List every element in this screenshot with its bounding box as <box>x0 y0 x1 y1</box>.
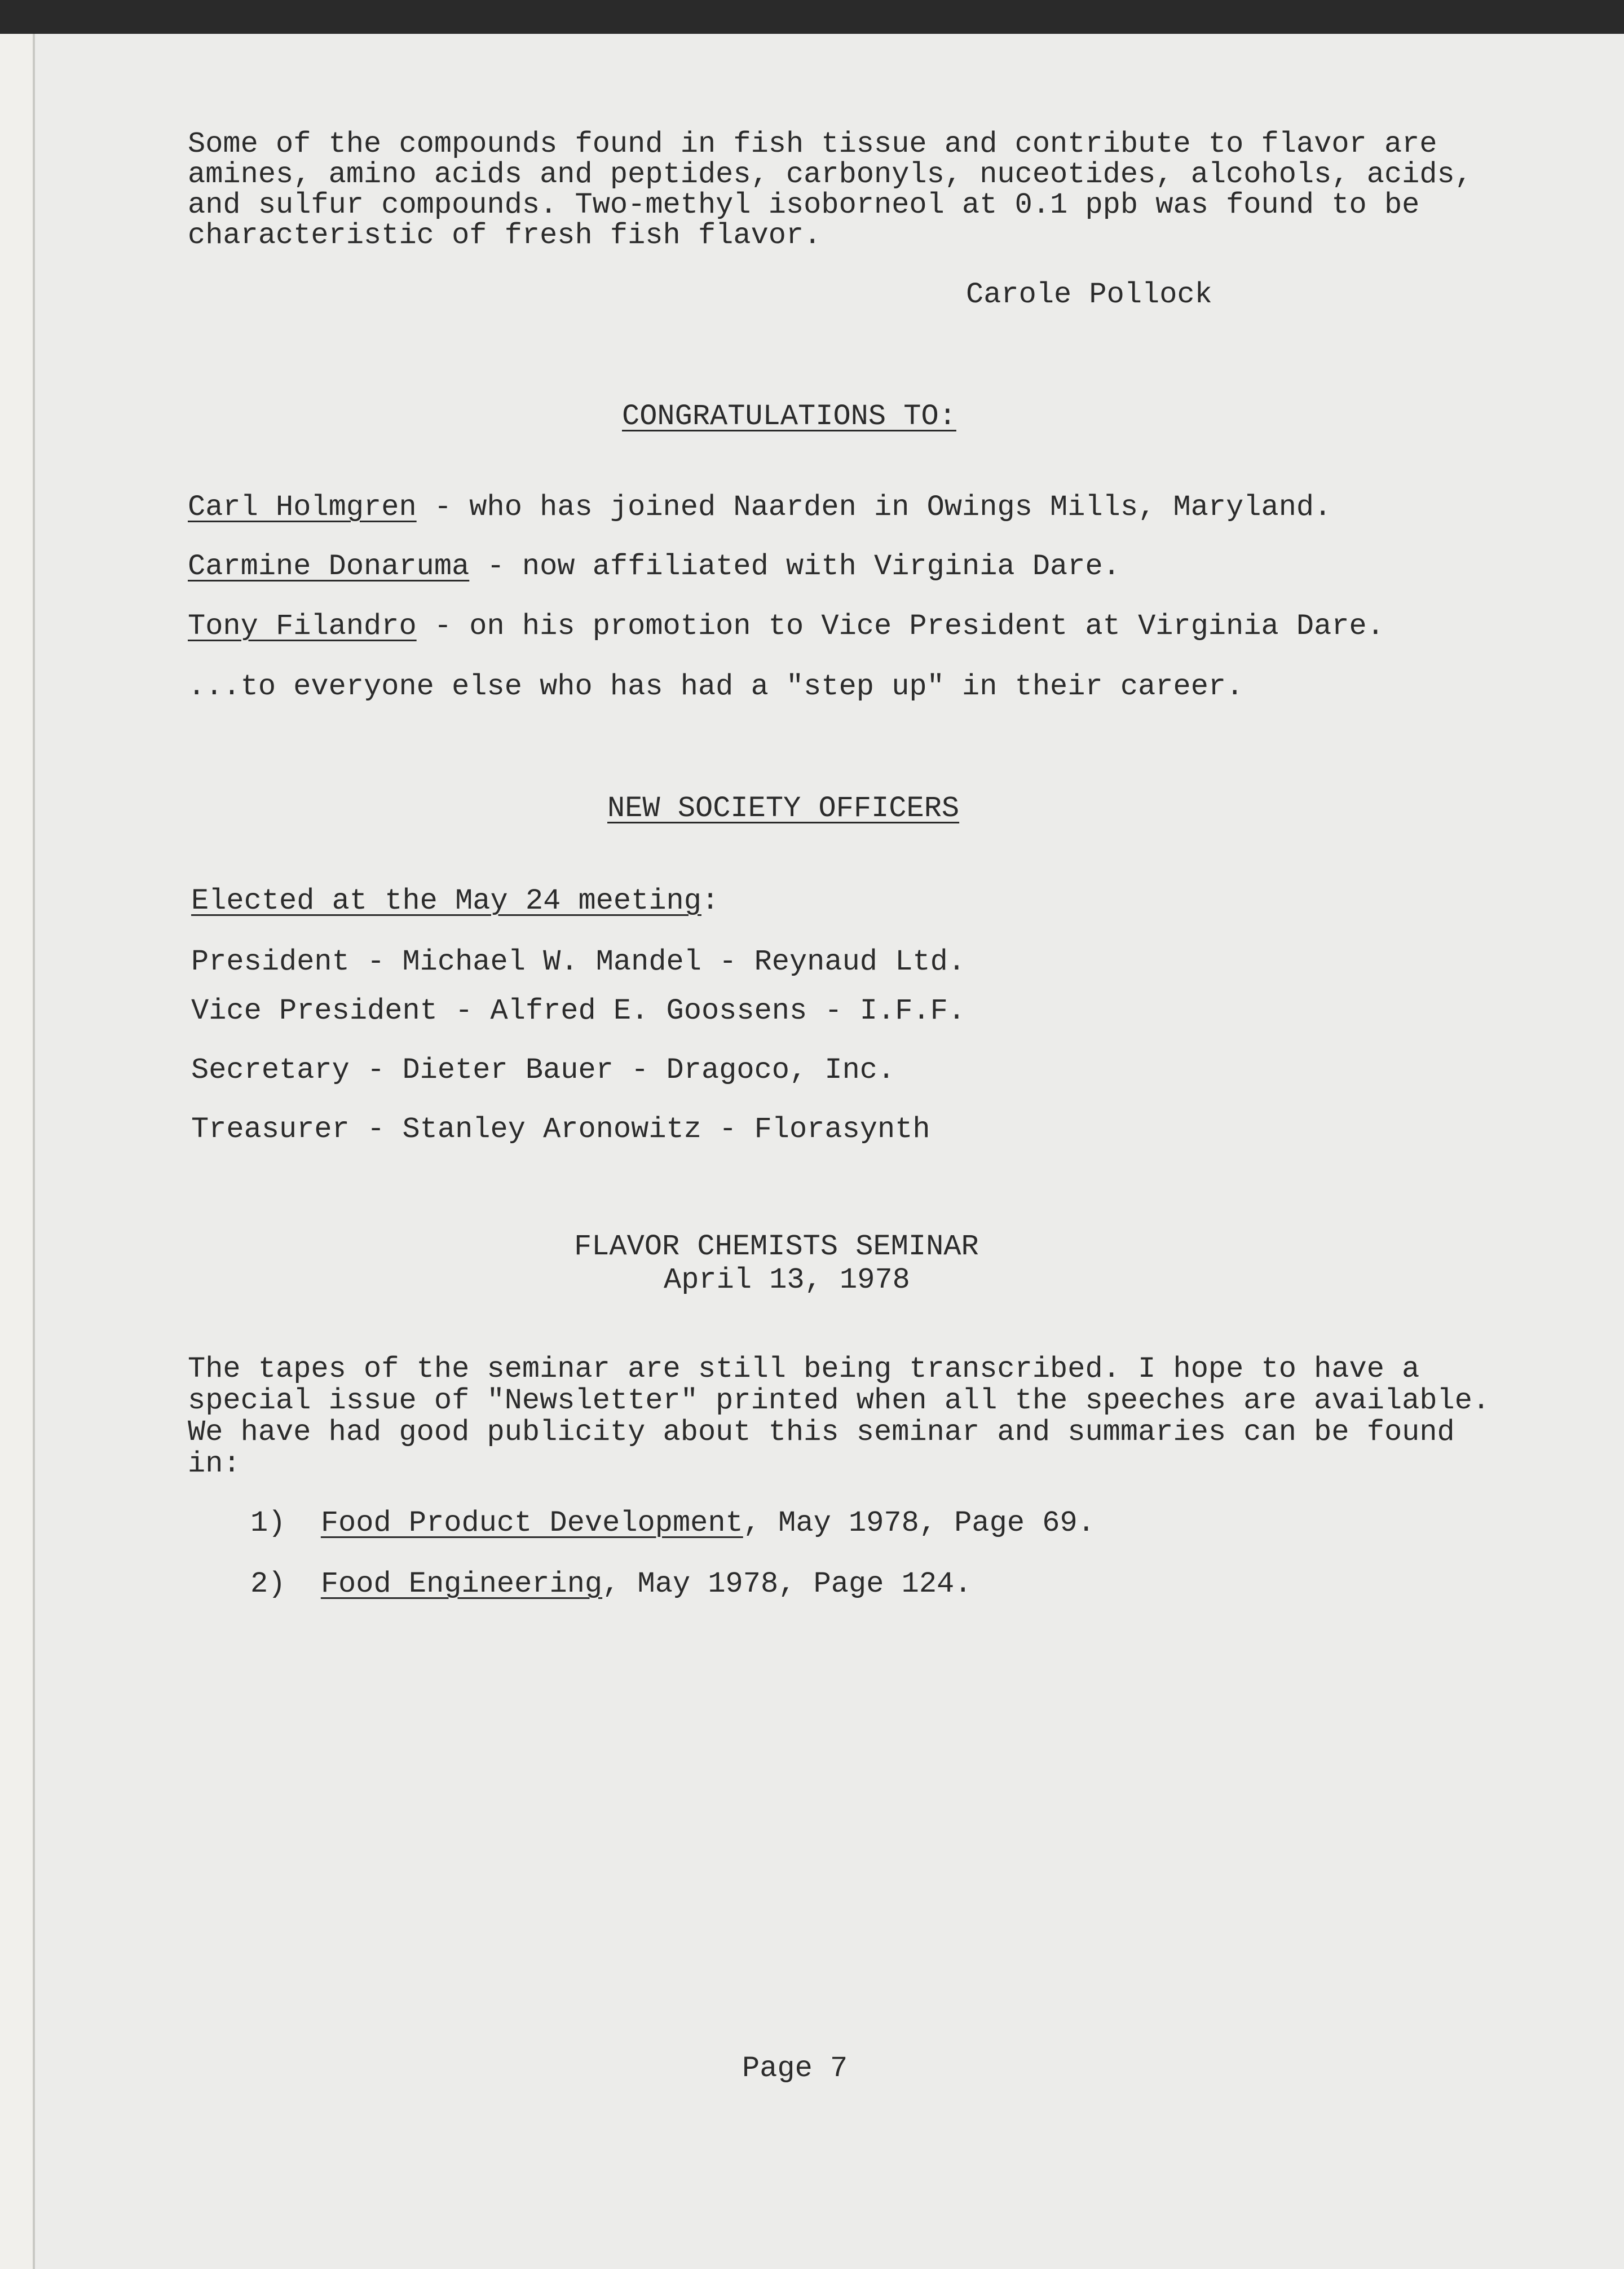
document-page <box>35 34 1624 2269</box>
seminar-date: April 13, 1978 <box>664 1263 910 1297</box>
officer-vice-president: Vice President - Alfred E. Goossens - I.F.F. <box>191 994 966 1028</box>
congratulations-heading: CONGRATULATIONS TO: <box>622 400 956 433</box>
reference-item <box>250 1569 972 1600</box>
reference-title: Food Product Development <box>320 1506 743 1540</box>
reference-number: 2) <box>250 1567 286 1601</box>
congrats-name: Carl Holmgren <box>188 491 417 524</box>
elected-colon: : <box>701 884 720 918</box>
adjacent-page-edge <box>0 34 33 2269</box>
elected-label <box>191 886 719 917</box>
congrats-name: Tony Filandro <box>188 610 417 643</box>
seminar-paragraph: The tapes of the seminar are still being transcribed. I hope to have a special issue of "Newsletter" printed when all the speeches are available. We have had good publicity about this seminar and summaries can be found in: <box>188 1352 1490 1481</box>
officer-president: President - Michael W. Mandel - Reynaud Ltd. <box>191 945 966 979</box>
congrats-text: - now affiliated with Virginia Dare. <box>469 550 1120 583</box>
congrats-item <box>188 492 1331 523</box>
reference-number: 1) <box>250 1506 286 1540</box>
congrats-item <box>188 552 1120 582</box>
elected-text: Elected at the May 24 meeting <box>191 884 701 918</box>
congrats-item <box>188 611 1384 642</box>
congrats-text: - who has joined Naarden in Owings Mills, Maryland. <box>416 491 1332 524</box>
officer-secretary: Secretary - Dieter Bauer - Dragoco, Inc. <box>191 1054 895 1087</box>
officers-heading: NEW SOCIETY OFFICERS <box>607 792 960 825</box>
reference-item <box>250 1508 1095 1539</box>
intro-author: Carole Pollock <box>966 278 1212 311</box>
officer-treasurer: Treasurer - Stanley Aronowitz - Florasynth <box>191 1113 930 1146</box>
reference-title: Food Engineering <box>320 1567 603 1601</box>
reference-details: , May 1978, Page 69. <box>743 1506 1095 1540</box>
intro-paragraph: Some of the compounds found in fish tissue and contribute to flavor are amines, amino acids and peptides, carbonyls, nuceotides, alcohols, acids, and sulfur compounds. Two-methyl isoborneol at 0.1 ppb was found to be characteristic of fresh fish flavor. <box>188 127 1472 252</box>
congrats-text: - on his promotion to Vice President at Virginia Dare. <box>416 610 1384 643</box>
congrats-closing: ...to everyone else who has had a "step up" in their career. <box>188 670 1244 703</box>
congrats-name: Carmine Donaruma <box>188 550 470 583</box>
seminar-heading: FLAVOR CHEMISTS SEMINAR <box>574 1230 979 1263</box>
page-number: Page 7 <box>742 2052 848 2085</box>
reference-details: , May 1978, Page 124. <box>602 1567 972 1601</box>
